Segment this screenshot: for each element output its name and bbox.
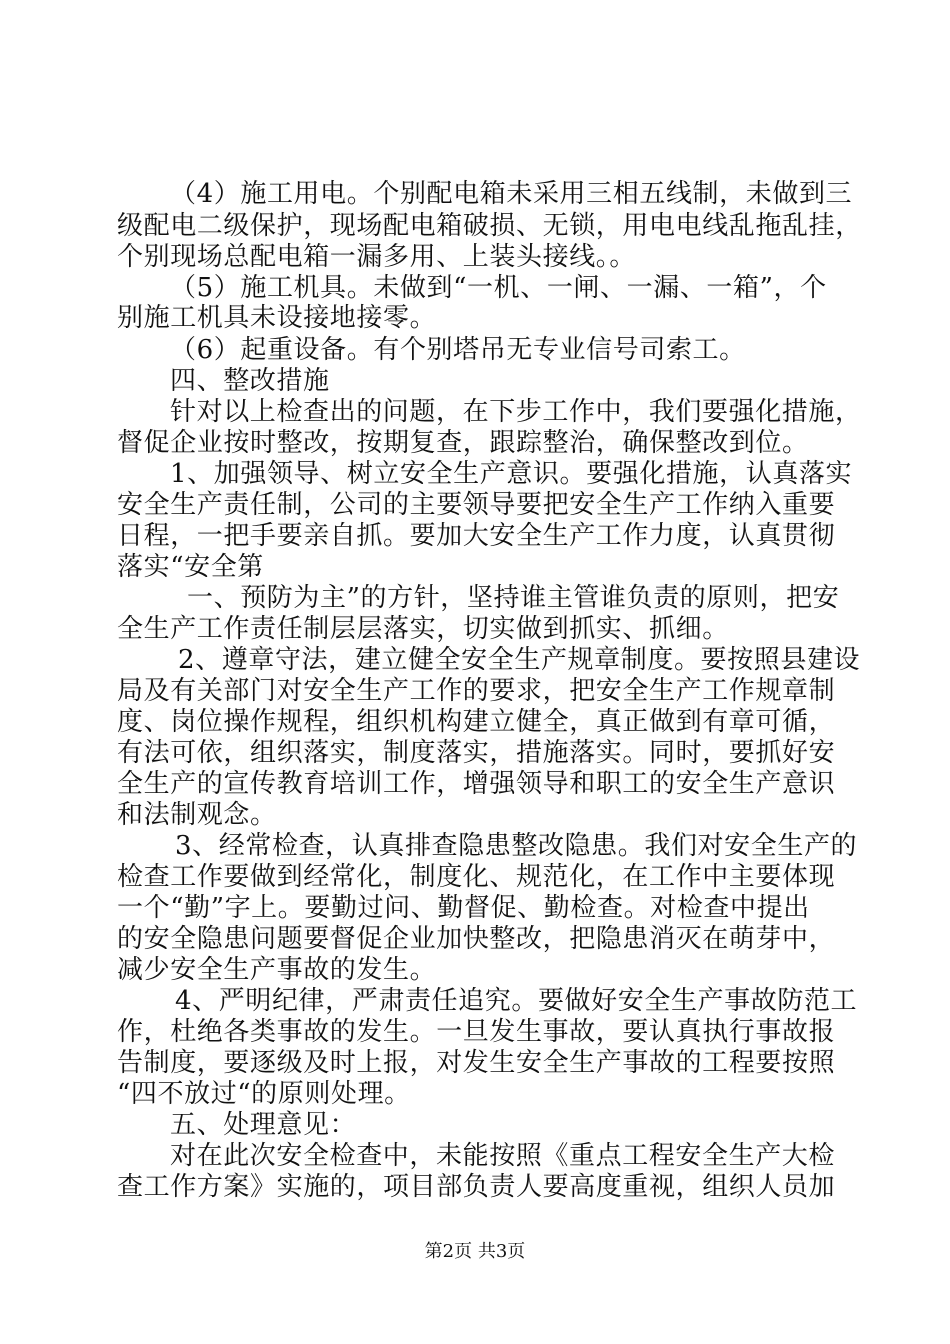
text-line: 减少安全生产事故的发生。 (117, 955, 437, 985)
text-line: 级配电二级保护，现场配电箱破损、无锁，用电电线乱拖乱挂， (117, 211, 862, 241)
text-line: （4）施工用电。个别配电箱未采用三相五线制，未做到三 (170, 179, 853, 209)
text-line: 3、经常检查，认真排查隐患整改隐患。我们对安全生产的 (175, 831, 858, 861)
text-line: 2、遵章守法，建立健全安全生产规章制度。要按照县建设 (178, 645, 861, 675)
text-line: 日程，一把手要亲自抓。要加大安全生产工作力度，认真贯彻 (117, 521, 836, 551)
text-line: 安全生产责任制，公司的主要领导要把安全生产工作纳入重要 (117, 490, 836, 520)
text-line: 对在此次安全检查中，未能按照《重点工程安全生产大检 (170, 1141, 836, 1171)
text-line: 落实“安全第 (117, 552, 264, 582)
text-line: 别施工机具未设接地接零。 (117, 303, 437, 333)
text-line: 度、岗位操作规程，组织机构建立健全，真正做到有章可循， (117, 707, 836, 737)
text-line: 的安全隐患问题要督促企业加快整改，把隐患消灭在萌芽中， (117, 924, 836, 954)
text-line: 局及有关部门对安全生产工作的要求，把安全生产工作规章制 (117, 676, 836, 706)
text-line: 和法制观念。 (117, 800, 277, 830)
text-line: 个别现场总配电箱一漏多用、上装头接线。。 (117, 242, 637, 272)
text-line: 有法可依，组织落实，制度落实，措施落实。同时，要抓好安 (117, 738, 836, 768)
section-heading: 四、整改措施 (170, 366, 330, 396)
text-line: 全生产工作责任制层层落实，切实做到抓实、抓细。 (117, 614, 729, 644)
text-line: （6）起重设备。有个别塔吊无专业信号司索工。 (170, 335, 746, 365)
text-line: （5）施工机具。未做到“一机、一闸、一漏、一箱”，个 (170, 273, 827, 303)
text-line: 告制度，要逐级及时上报，对发生安全生产事故的工程要按照 (117, 1048, 836, 1078)
text-line: 4、严明纪律，严肃责任追究。要做好安全生产事故防范工 (175, 986, 858, 1016)
text-line: 一、预防为主”的方针，坚持谁主管谁负责的原则，把安 (187, 583, 840, 613)
section-heading: 五、处理意见： (170, 1110, 357, 1140)
text-line: “四不放过“的原则处理。 (117, 1079, 411, 1109)
text-line: 检查工作要做到经常化，制度化、规范化，在工作中主要体现 (117, 862, 836, 892)
text-line: 督促企业按时整改，按期复查，跟踪整治，确保整改到位。 (117, 428, 809, 458)
page-footer: 第2页 共3页 (424, 1241, 526, 1262)
text-line: 全生产的宣传教育培训工作，增强领导和职工的安全生产意识 (117, 769, 836, 799)
text-line: 查工作方案》实施的，项目部负责人要高度重视，组织人员加 (117, 1172, 836, 1202)
text-line: 作，杜绝各类事故的发生。一旦发生事故，要认真执行事故报 (117, 1017, 836, 1047)
text-line: 一个“勤”字上。要勤过问、勤督促、勤检查。对检查中提出 (117, 893, 810, 923)
text-line: 针对以上检查出的问题，在下步工作中，我们要强化措施， (170, 397, 862, 427)
text-line: 1、加强领导、树立安全生产意识。要强化措施，认真落实 (170, 459, 853, 489)
